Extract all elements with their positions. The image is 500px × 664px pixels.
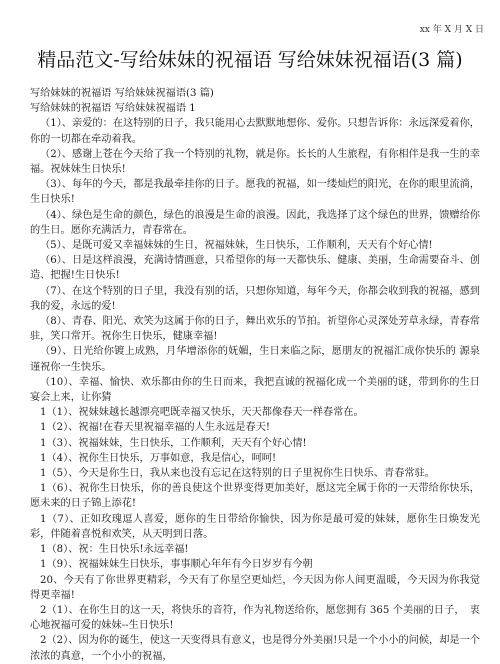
paragraph: 1（1）、祝妹妹越长越漂亮吧既幸福又快乐，天天都像春天一样春常在。	[40, 407, 364, 419]
paragraph: （3）、每年的今天，都是我最牵挂你的日子。愿我的祝福，如一缕灿烂的阳光，在你的眼里流淌，生日快乐!	[30, 179, 480, 206]
document-title: 精品范文-写给妹妹的祝福语 写给妹妹祝福语(3 篇)	[37, 49, 463, 71]
paragraph: 1（7）、正如玫瑰逗人喜爱，愿你的生日带给你愉快，因为你是最可爱的妹妹，愿你生日焕发光彩，伴随着喜悦和欢笑，从天明到日落。	[30, 513, 480, 540]
paragraph: 1（2）、祝福!在春天里祝福幸福的人生永远是春天!	[40, 422, 270, 434]
paragraph: （7）、在这个特别的日子里，我没有别的话，只想你知道，每年今天，你都会收到我的祝福，感到我的爱，永远的爱!	[30, 285, 480, 312]
paragraph: （6）、日是这样浪漫，充满诗情画意，只希望你的每一天都快乐、健康、美丽，生命需要奋斗、创造、把握!生日快乐!	[30, 255, 480, 282]
paragraph: 1（9）、祝福妹妹生日快乐，事事顺心年年有今日岁岁有今朝	[40, 559, 313, 571]
paragraph: （5）、是既可爱又幸福妹妹的生日，祝福妹妹，生日快乐，工作顺利，天天有个好心情!	[40, 240, 433, 252]
paragraph: 1（3）、祝福妹妹，生日快乐，工作顺利，天天有个好心情!	[40, 437, 307, 449]
document-subtitle: 写给妹妹的祝福语 写给妹妹祝福语(3 篇)	[30, 88, 214, 99]
paragraph: （9）、日光给你镀上成熟，月华增添你的妩媚，生日来临之际，愿朋友的祝福汇成你快乐的 源泉谨祝你一生快乐。	[30, 346, 480, 373]
paragraph: （8）、青春、阳光、欢笑为这属于你的日子，舞出欢乐的节拍。祈望你心灵深处芳草永绿，青春常驻，笑口常开。祝你生日快乐，健康幸福!	[30, 316, 480, 343]
section-heading: 写给妹妹的祝福语 写给妹妹祝福语 1	[30, 103, 196, 115]
document-body	[30, 86, 480, 664]
paragraph: 2（1）、在你生日的这一天，将快乐的音符，作为礼物送给你，愿您拥有 365 个美丽的日子， 衷心地祝福可爱的妹妹--生日快乐!	[30, 604, 480, 632]
document-date: xx 年 X 月 X 日	[419, 25, 484, 35]
paragraph: 1（4）、祝你生日快乐，万事如意，我是信心，呵呵!	[40, 452, 277, 464]
paragraph: 1（8）、祝：生日快乐!永远幸福!	[40, 544, 189, 556]
paragraph: （1）、亲爱的：在这特别的日子，我只能用心去默默地想你、爱你。只想告诉你：永远深爱着你，你的一切都在牵动着我。	[30, 118, 480, 145]
paragraph: （4）、绿色是生命的颜色，绿色的浪漫是生命的浪漫。因此，我选择了这个绿色的世界，馈赠给你的生日。愿你充满活力，青春常在。	[30, 209, 480, 236]
paragraph: （10）、幸福、愉快、欢乐都由你的生日而来，我把直诚的祝福化成一个美丽的谜，带到你的生日宴会上来，让你猜	[30, 376, 480, 404]
paragraph: 1（5）、今天是你生日，我从来也没有忘记在这特别的日子里祝你生日快乐、青春常驻。	[40, 468, 435, 480]
paragraph: 1（6）、祝你生日快乐，你的善良使这个世界变得更加美好，愿这完全属于你的一天带给你快乐，愿未来的日子锦上添花!	[30, 483, 480, 510]
paragraph: 20、今天有了你世界更精彩，今天有了你星空更灿烂，今天因为你人间更温暖，今天因为你我觉得更幸福!	[30, 574, 480, 601]
paragraph: （2）、感谢上苍在今天给了我一个特别的礼物，就是你。长长的人生旅程，有你相伴是我一生的幸福。祝妹妹生日快乐!	[30, 148, 480, 176]
paragraph: 2（2）、因为你的诞生，使这一天变得具有意义，也是得分外美丽!只是一个小小的问候，却是一个浓浓的真意，一个小小的祝福，	[30, 635, 480, 662]
